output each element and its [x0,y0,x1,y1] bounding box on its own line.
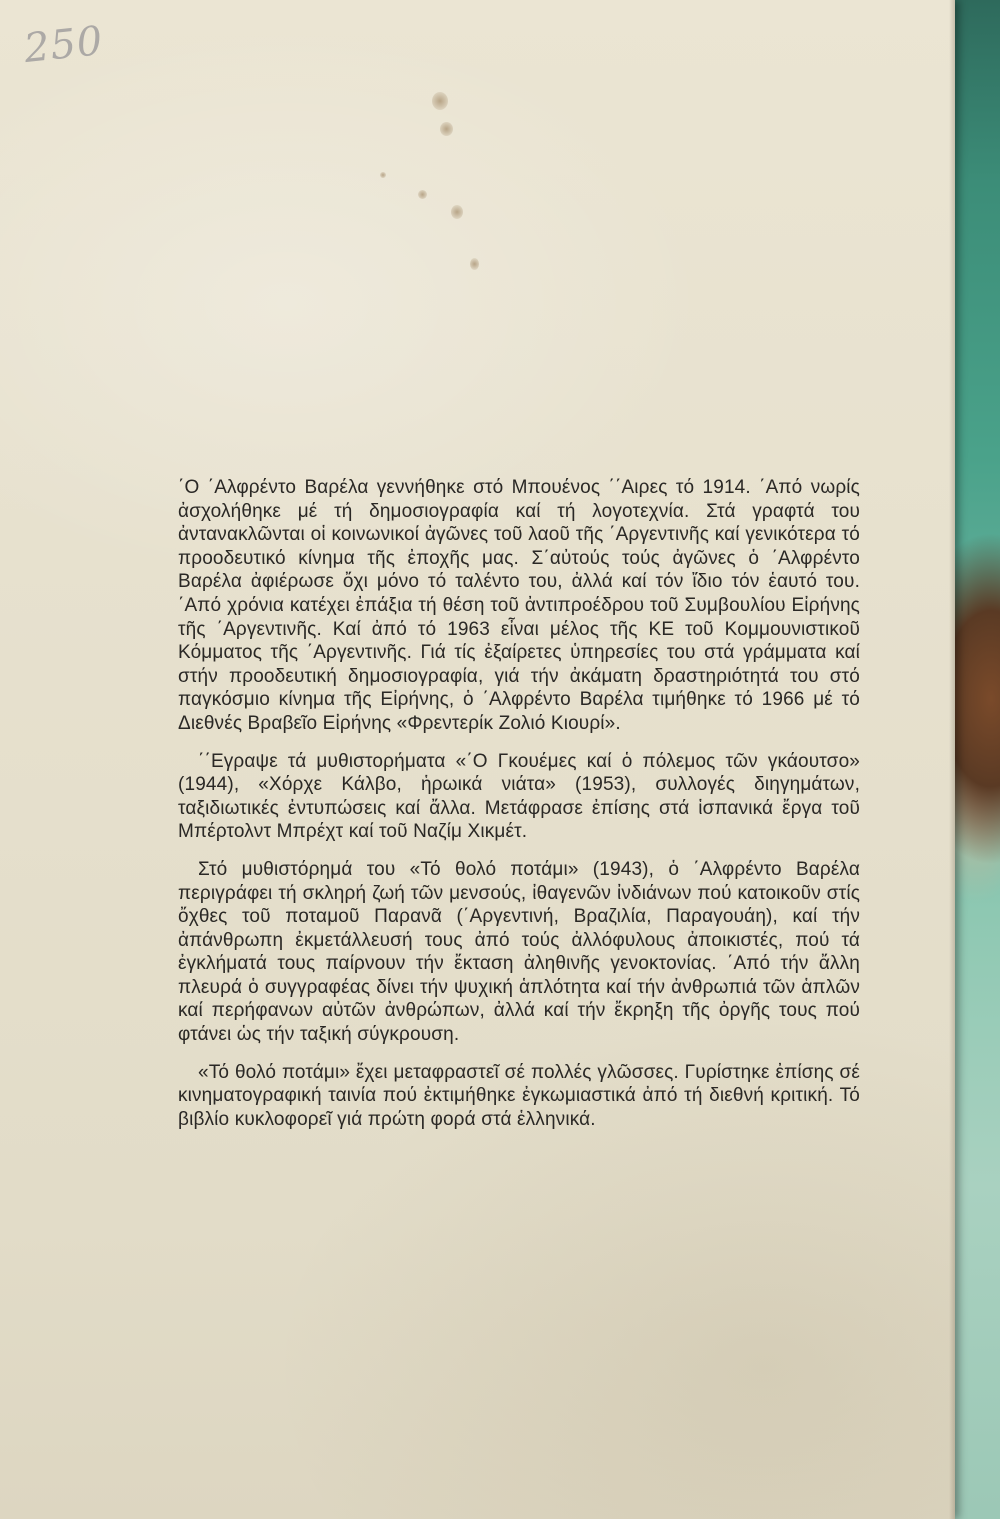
stain-spot [432,92,448,110]
stain-spot [418,190,427,199]
stain-spot [440,122,453,136]
paragraph-novel-summary: Στό μυθιστόρημά του «Τό θολό ποτάμι» (1943), ὁ ΄Αλφρέντο Βαρέλα περιγράφει τή σκληρή ζωή τῶν μενσούς, ἰθαγενῶν ἰνδιάνων πού κατοικοῦν στίς ὄχθες τοῦ ποταμοῦ Παρανᾶ (΄Αργεντινή, Βραζιλία, Παραγουάη), καί τήν ἀπάνθρωπη ἐκμετάλλευσή τους ἀπό τούς ἀλλόφυλους ἀποικιστές, πού τά ἐγκλήματά τους παίρνουν τήν ἔκταση ἀληθινῆς γενοκτονίας. ΄Από τήν ἄλλη πλευρά ὁ συγγραφέας δίνει τήν ψυχική ἁπλότητα καί τήν ἀνθρωπιά τῶν ἁπλῶν καί περήφανων αὐτῶν ἀνθρώπων, ἀλλά καί τήν ἔκρηξη τῆς ὀργῆς τους πού φτάνει ὡς τήν ταξική σύγκρουση. [178,858,860,1046]
paragraph-reception: «Τό θολό ποτάμι» ἔχει μεταφραστεῖ σέ πολλές γλῶσσες. Γυρίστηκε ἐπίσης σέ κινηματογραφική ταινία πού ἐκτιμήθηκε ἐγκωμιαστικά ἀπό τή διεθνή κριτική. Τό βιβλίο κυκλοφορεῖ γιά πρώτη φορά στά ἑλληνικά. [178,1061,860,1130]
blurb-text [178,476,860,1145]
stain-spot [380,172,386,178]
stain-spot [470,258,479,270]
paragraph-works: ΄΄Εγραψε τά μυθιστορήματα «΄Ο Γκουέμες καί ὁ πόλεμος τῶν γκάουτσο» (1944), «Χόρχε Κάλβο, ἡρωικά νιάτα» (1953), συλλογές διηγημάτων, ταξιδιωτικές ἐντυπώσεις καί ἄλλα. Μετάφρασε ἐπίσης στά ἱσπανικά ἔργα τοῦ Μπέρτολντ Μπρέχτ καί τοῦ Ναζίμ Χικμέτ. [178,750,860,843]
handwritten-pencil-mark: 250 [21,17,106,73]
paragraph-author-bio: ΄Ο ΄Αλφρέντο Βαρέλα γεννήθηκε στό Μπουένος ΄΄Αιρες τό 1914. ΄Από νωρίς ἀσχολήθηκε μέ τή δημοσιογραφία καί τή λογοτεχνία. Στά γραφτά του ἀντανακλῶνται οἱ κοινωνικοί ἀγῶνες τοῦ λαοῦ τῆς ΄Αργεντινῆς καί γενικότερα τό προοδευτικό κίνημα τῆς ἐποχῆς μας. Σ΄αὐτούς τούς ἀγῶνες ὁ ΄Αλφρέντο Βαρέλα ἀφιέρωσε ὄχι μόνο τό ταλέντο του, ἀλλά καί τόν ἴδιο τόν ἑαυτό του. ΄Από χρόνια κατέχει ἐπάξια τή θέση τοῦ ἀντιπροέδρου τοῦ Συμβουλίου Εἰρήνης τῆς ΄Αργεντινῆς. Καί ἀπό τό 1963 εἶναι μέλος τῆς ΚΕ τοῦ Κομμουνιστικοῦ Κόμματος τῆς ΄Αργεντινῆς. Γιά τίς ἐξαίρετες ὑπηρεσίες του στά γράμματα καί στήν προοδευτική δημοσιογραφία, γιά τήν ἀκάματη δραστηριότητά του στό παγκόσμιο κίνημα τῆς Εἰρήνης, ὁ ΄Αλφρέντο Βαρέλα τιμήθηκε τό 1966 μέ τό Διεθνές Βραβεῖο Εἰρήνης «Φρεντερίκ Ζολιό Κιουρί». [178,477,860,734]
stain-spot [451,205,463,219]
